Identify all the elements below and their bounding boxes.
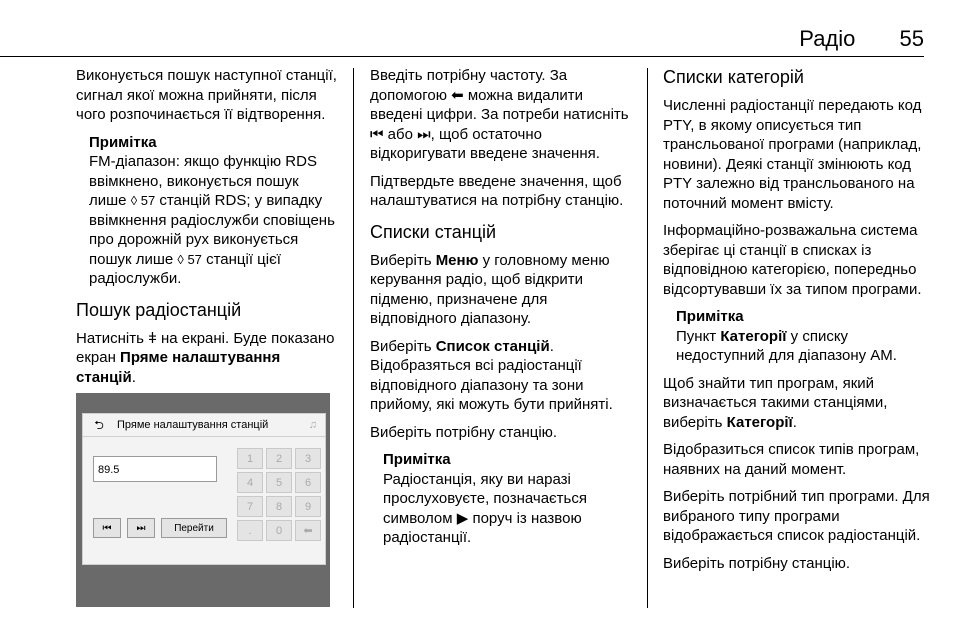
note-categories: Примітка Пункт Категорії у списку недоступний для діапазону АМ. (676, 307, 938, 366)
section-heading-station-lists: Списки станцій (370, 221, 497, 242)
pty-paragraph: Численні радіостанції передають код PTY, в якому описується тип трансльованої програми (наприклад, новини). Деякі станції змінюють код PTY залежно від трансльованого на поточний момент вмісту. (663, 97, 922, 212)
station-list-paragraph: Виберіть Список станцій. Відобразяться всі радіостанції відповідного діапазону та зони прийому, які можуть бути прийняті. (370, 337, 613, 413)
column-2 (370, 66, 638, 556)
menu-term: Меню (435, 251, 479, 269)
confirm-paragraph: Підтвердьте введене значення, щоб налаштуватися на потрібну станцію. (370, 172, 624, 209)
column-3 (663, 66, 938, 581)
keypad-key: 1 (237, 448, 263, 469)
select-station-paragraph: Виберіть потрібну станцію. (370, 423, 558, 441)
keypad-key: . (237, 520, 263, 541)
page-number: 55 (899, 26, 924, 51)
play-icon: ▶ (456, 509, 469, 527)
note-title: Примітка (676, 308, 744, 325)
page-header (799, 26, 924, 52)
screen-titlebar (83, 414, 325, 437)
frequency-field: 89.5 (93, 456, 217, 482)
prev-step-icon: ⏮ (93, 518, 121, 538)
categories-term: Категорії (720, 327, 787, 345)
next-step-icon: ⏭ (417, 125, 431, 143)
back-icon: ⮌ (94, 418, 104, 432)
direct-tune-screen (82, 413, 326, 565)
menu-paragraph: Виберіть Меню у головному меню керування радіо, щоб відкрити підменю, призначене для відповідного діапазону. (370, 251, 610, 327)
keypad-key: 2 (266, 448, 292, 469)
note-title: Примітка (383, 451, 451, 468)
go-button: Перейти (161, 518, 227, 538)
section-heading-category-lists: Списки категорій (663, 67, 804, 87)
station-list-term: Список станцій (435, 337, 550, 355)
note-text: FM-діапазон: якщо функцію RDS ввімкнено, виконується пошук лише (89, 153, 317, 209)
prev-step-icon: ⏮ (370, 125, 384, 143)
note-text: станції цієї радіослужби. (89, 250, 281, 287)
select-station-paragraph: Виберіть потрібну станцію. (663, 554, 851, 572)
keypad-key: 3 (295, 448, 321, 469)
screen-title: Пряме налаштування станцій (117, 419, 269, 431)
column-divider (353, 68, 354, 608)
keypad-key: 5 (266, 472, 292, 493)
header-rule (0, 56, 924, 57)
select-type-paragraph: Виберіть потрібний тип програми. Для вибраного типу програми відображається список радіостанцій. (663, 488, 930, 544)
tune-paragraph: Натисніть ǂ на екрані. Буде показано екран Пряме налаштування станцій. (76, 329, 335, 386)
infotainment-paragraph: Інформаційно-розважальна система зберігає ці станції в списках із відповідною категорією, попередньо відсортувавши їх за типом програми. (663, 222, 922, 298)
types-list-paragraph: Відобразиться список типів програм, наявних на даний момент. (663, 441, 920, 478)
keypad-key: 6 (295, 472, 321, 493)
note-rds (89, 133, 338, 289)
find-type-paragraph: Щоб знайти тип програм, який визначається такими станціями, виберіть Категорії. (663, 374, 888, 431)
tune-icon: ǂ (148, 329, 157, 347)
note-text: станцій RDS; у випадку ввімкнення радіослужби сповіщень про дорожній рух виконується пошук лише (89, 192, 335, 268)
page-ref-link[interactable]: ◊ 57 (177, 251, 202, 267)
note-current-station: Примітка Радіостанція, яку ви наразі прослуховуєте, позначається символом ▶ поруч із назвою радіостанції. (383, 450, 638, 548)
direct-tune-screen-name: Пряме налаштування станцій (76, 349, 281, 386)
categories-term: Категорії (726, 413, 793, 431)
keypad-backspace-key: ⬅ (295, 520, 321, 541)
page-title: Радіо (799, 26, 856, 51)
section-heading-station-search: Пошук радіостанцій (76, 299, 242, 320)
keypad-key: 9 (295, 496, 321, 517)
page-ref-link[interactable]: ◊ 57 (130, 193, 156, 208)
keypad-key: 7 (237, 496, 263, 517)
note-title: Примітка (89, 133, 157, 151)
backspace-icon: ⬅ (451, 86, 464, 104)
column-divider (647, 68, 648, 608)
keypad-key: 8 (266, 496, 292, 517)
keypad-key: 4 (237, 472, 263, 493)
column-1 (76, 66, 338, 395)
enter-frequency-paragraph: Введіть потрібну частоту. За допомогою ⬅ можна видалити введені цифри. За потреби натисніть ⏮ або ⏭, щоб остаточно відкоригувати введене значення. (370, 67, 629, 162)
direct-tune-screenshot (76, 393, 330, 607)
next-step-icon: ⏭ (127, 518, 155, 538)
music-note-icon: ♫ (308, 419, 317, 431)
intro-paragraph: Виконується пошук наступної станції, сигнал якої можна прийняти, після чого розпочинається її відтворення. (76, 67, 337, 123)
keypad-key: 0 (266, 520, 292, 541)
